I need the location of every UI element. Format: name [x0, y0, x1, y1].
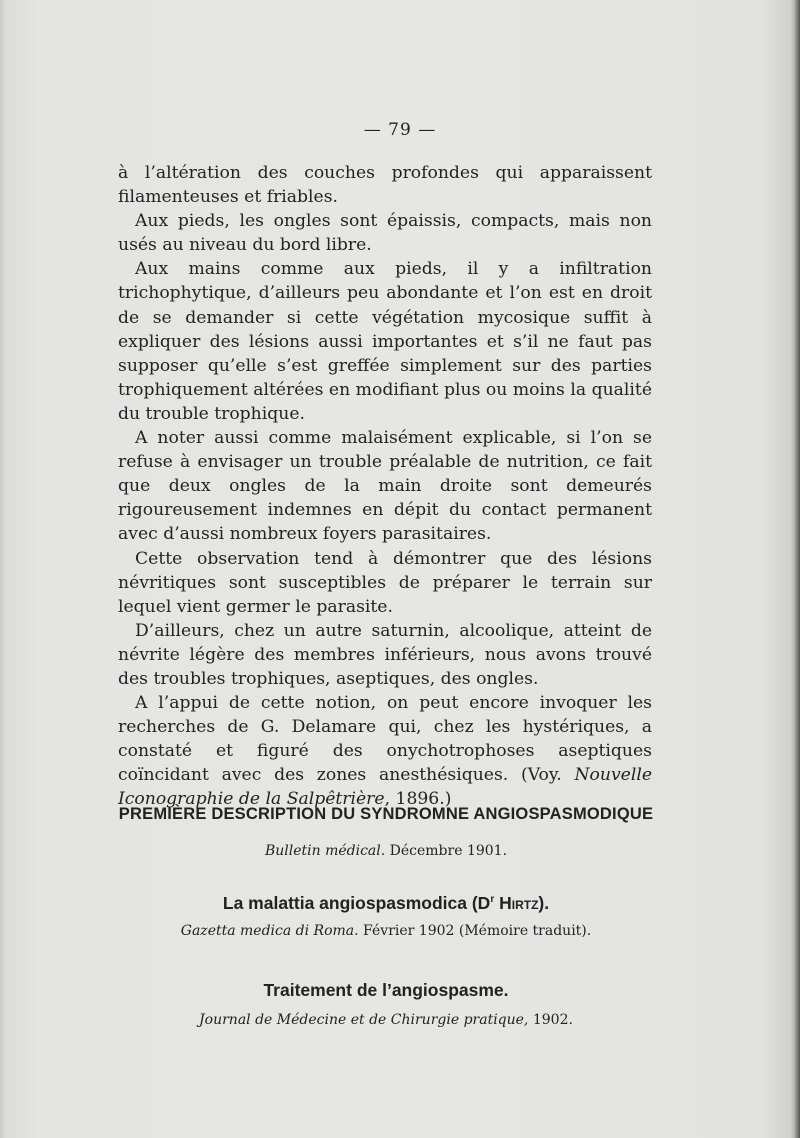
- paragraph: Aux mains comme aux pieds, il y a infiltration trichophytique, d’ailleurs peu abondante et l’on est en droit de se demander si cette végétation mycosique suffit à expliquer des lésions aussi importantes et s’il ne faut pas supposer qu’elle s’est greffée simplement sur des parties trophiquement altérées en modifiant plus ou moins la qualité du trouble trophique.: [118, 259, 652, 424]
- publication-title-3: Traitement de l’angiospasme.: [263, 980, 509, 1000]
- source-date: 1902.: [532, 1012, 573, 1028]
- paragraph: Cette observation tend à démontrer que des lésions névritiques sont susceptibles de préparer le terrain sur lequel vient germer le parasite.: [118, 548, 652, 617]
- source-journal: Journal de Médecine et de Chirurgie pratique,: [199, 1012, 529, 1028]
- body-text: [118, 161, 652, 812]
- author-name: Hirtz: [494, 893, 539, 913]
- paragraph: à l’altération des couches profondes qui apparaissent filamenteuses et friables.: [118, 163, 652, 208]
- paragraph-text: A l’appui de cette notion, on peut encore invoquer les recherches de G. Delamare qui, chez les hystériques, a constaté et figuré des onychotrophoses aseptiques coïncidant avec des zones anesthésiques. (Voy.: [118, 693, 652, 786]
- source-date: Décembre 1901.: [389, 843, 508, 859]
- source-date: Février 1902 (Mémoire traduit).: [363, 923, 592, 939]
- paragraph: Aux pieds, les ongles sont épaissis, compacts, mais non usés au niveau du bord libre.: [118, 211, 652, 256]
- publication-title-2: [0, 893, 772, 914]
- publication-title-1: PREMIÈRE DESCRIPTION DU SYNDROMNE ANGIOSPASMODIQUE: [118, 805, 654, 823]
- page-number: — 79 —: [363, 120, 437, 140]
- citation-end: , 1896.): [384, 789, 452, 810]
- publication-source-1: [0, 843, 772, 859]
- page-edge-shadow: [794, 0, 800, 1138]
- citation-title: Nouvelle Iconographie de la Salpêtrière: [118, 765, 652, 810]
- publication-source-2: [0, 923, 772, 939]
- title-suffix: ).: [538, 893, 550, 913]
- source-journal: Bulletin médical.: [264, 843, 386, 859]
- paragraph: D’ailleurs, chez un autre saturnin, alcoolique, atteint de névrite légère des membres inférieurs, nous avons trouvé des troubles trophiques, aseptiques, des ongles.: [118, 620, 652, 689]
- publication-source-3: [0, 1012, 772, 1028]
- title-sup: r: [490, 894, 495, 906]
- source-journal: Gazetta medica di Roma.: [180, 923, 359, 939]
- paragraph-last: [118, 691, 652, 811]
- title-text: La malattia angiospasmodica (D: [222, 893, 491, 913]
- paragraph: A noter aussi comme malaisément explicable, si l’on se refuse à envisager un trouble préalable de nutrition, ce fait que deux ongles de la main droite sont demeurés rigoureusement indemnes en dépit du contact permanent avec d’aussi nombreux foyers parasitaires.: [118, 428, 652, 545]
